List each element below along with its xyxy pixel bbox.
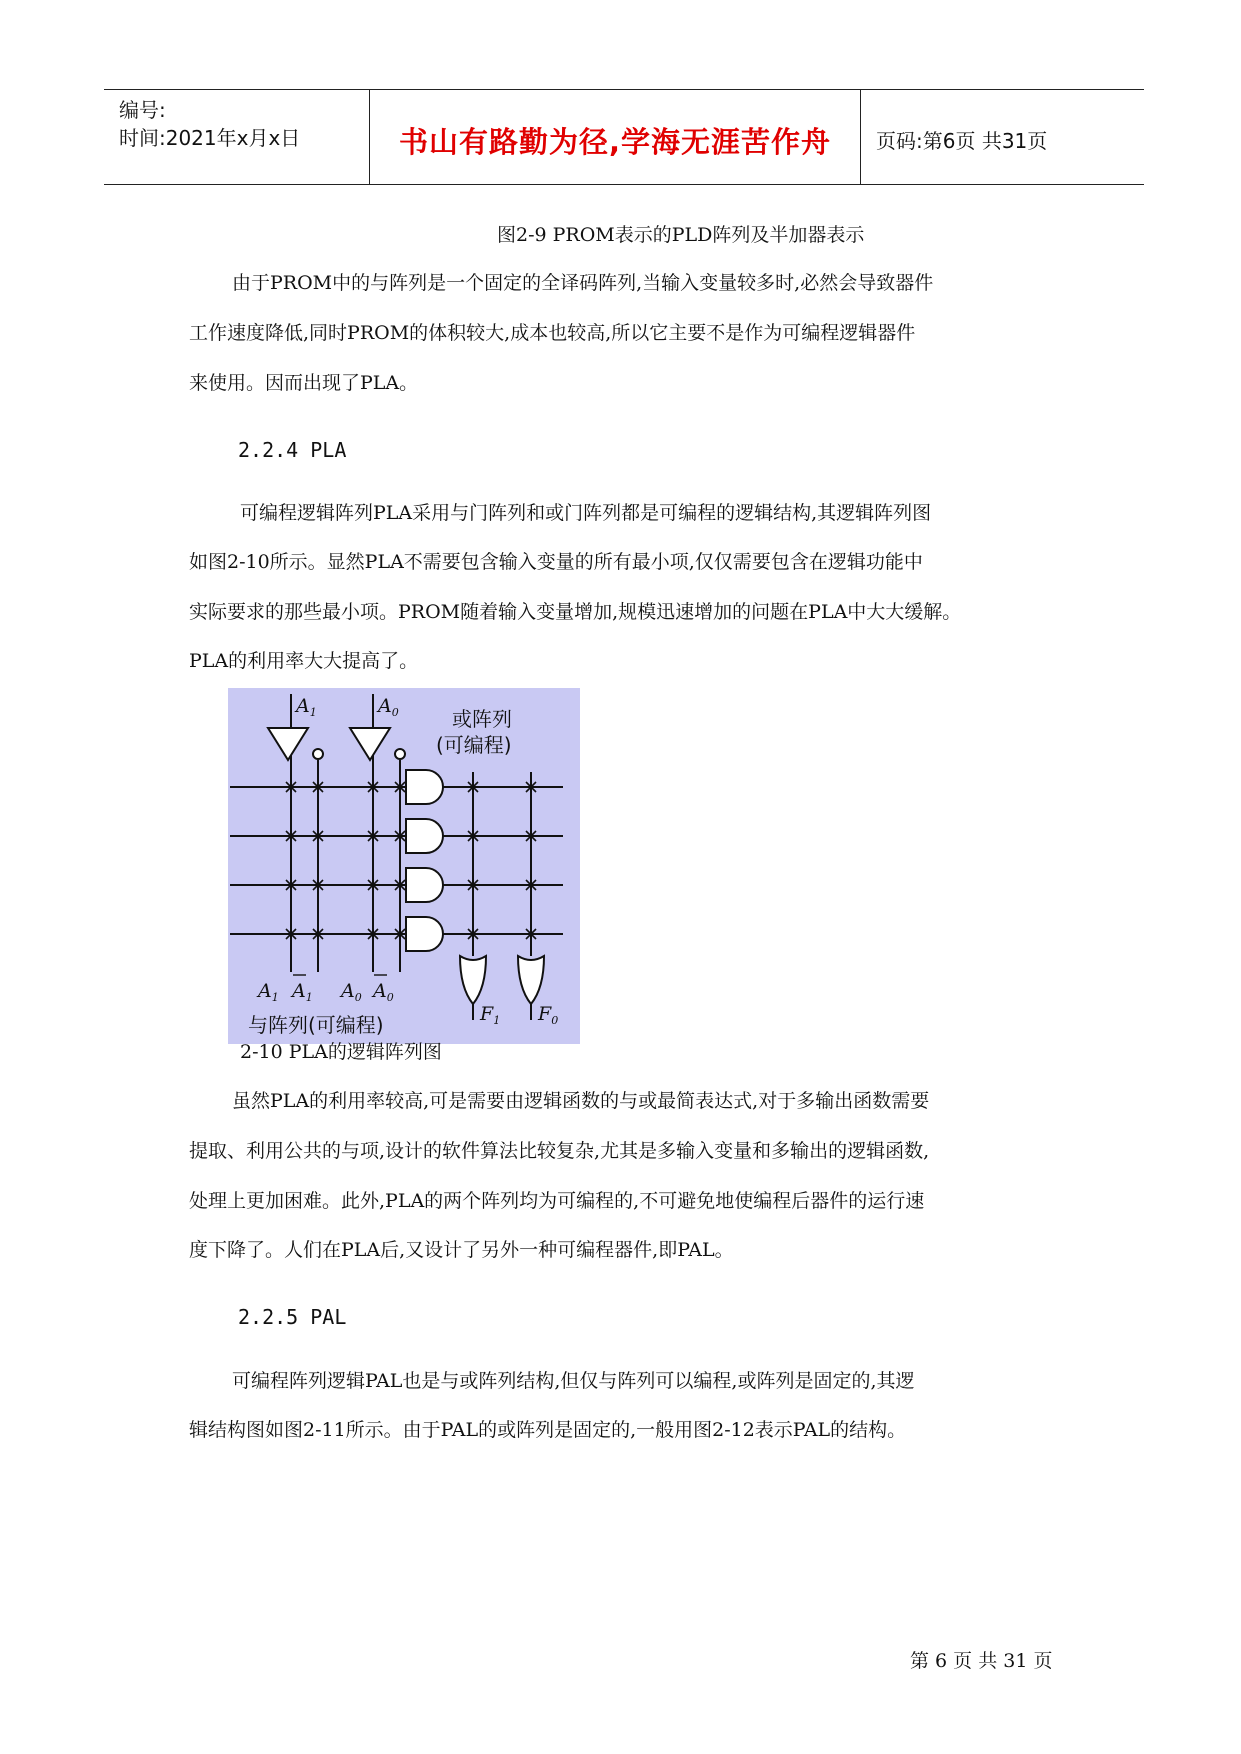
paragraph-line: 虽然PLA的利用率较高,可是需要由逻辑函数的与或最简表达式,对于多输出函数需要	[232, 1090, 930, 1112]
svg-text:A0: $A_0$	[341, 980, 362, 1004]
pla-diagram	[228, 688, 580, 1044]
inverter-a0	[350, 728, 390, 760]
input-label-a0: A	[378, 695, 392, 717]
or-array-label: 或阵列	[452, 707, 512, 731]
svg-text:A0: $A_0$	[373, 980, 394, 1004]
header-page-cell	[861, 90, 1144, 184]
paragraph-line: 处理上更加困难。此外,PLA的两个阵列均为可编程的,不可避免地使编程后器件的运行速	[189, 1190, 925, 1212]
bottom-label-a1: A	[258, 980, 272, 1002]
section-heading-pla: 2.2.4 PLA	[238, 438, 347, 462]
input-label-a1: A	[296, 695, 310, 717]
paragraph-line: 提取、利用公共的与项,设计的软件算法比较复杂,尤其是多输入变量和多输出的逻辑函数,	[189, 1140, 930, 1162]
svg-text:A1: $A_1$	[292, 980, 313, 1004]
bottom-label-a0-not: A	[373, 980, 387, 1002]
paragraph-line: 辑结构图如图2-11所示。由于PAL的或阵列是固定的,一般用图2-12表示PAL的结构。	[189, 1419, 907, 1441]
header-motto-cell	[370, 90, 861, 184]
and-gate	[406, 770, 443, 804]
paragraph-line: 度下降了。人们在PLA后,又设计了另外一种可编程器件,即PAL。	[189, 1239, 734, 1261]
svg-text:F1: $F_1$	[480, 1003, 501, 1027]
inverter-a1	[268, 728, 308, 760]
header-motto: 书山有路勤为径,学海无涯苦作舟	[398, 125, 832, 159]
bottom-label-a0: A	[341, 980, 355, 1002]
section-heading-pal: 2.2.5 PAL	[238, 1305, 347, 1329]
or-array-programmable-label: (可编程)	[436, 733, 512, 757]
paragraph-line: PLA的利用率大大提高了。	[189, 650, 419, 672]
paragraph-line: 可编程阵列逻辑PAL也是与或阵列结构,但仅与阵列可以编程,或阵列是固定的,其逻	[232, 1370, 915, 1392]
header-meta-cell	[104, 90, 370, 184]
bottom-label-a1-not: A	[292, 980, 306, 1002]
svg-text:A1: $A_1$	[296, 695, 317, 719]
svg-text:A1: $A_1$	[258, 980, 279, 1004]
paragraph-line: 实际要求的那些最小项。PROM随着输入变量增加,规模迅速增加的问题在PLA中大大缓解。	[189, 601, 962, 623]
or-gate-f0	[518, 956, 544, 1004]
document-time-label: 时间:2021年x月x日	[119, 126, 301, 150]
paragraph-line: 可编程逻辑阵列PLA采用与门阵列和或门阵列都是可编程的逻辑结构,其逻辑阵列图	[240, 502, 932, 524]
paragraph-line: 如图2-10所示。显然PLA不需要包含输入变量的所有最小项,仅仅需要包含在逻辑功能中	[189, 551, 923, 573]
inverter-bubble	[313, 749, 323, 759]
pla-logic-array-figure	[228, 688, 580, 1044]
paragraph-line: 由于PROM中的与阵列是一个固定的全译码阵列,当输入变量较多时,必然会导致器件	[232, 272, 934, 294]
and-gate	[406, 868, 443, 902]
inverter-bubble	[395, 749, 405, 759]
and-gate	[406, 917, 443, 951]
figure-2-9-caption: 图2-9 PROM表示的PLD阵列及半加器表示	[497, 224, 865, 246]
output-label-f0: F	[538, 1003, 552, 1025]
page-footer: 第 6 页 共 31 页	[910, 1650, 1053, 1672]
or-gate-f1	[460, 956, 486, 1004]
programmable-connections	[286, 782, 536, 939]
output-label-f1: F	[480, 1003, 494, 1025]
and-gate	[406, 819, 443, 853]
svg-text:A0: $A_0$	[378, 695, 399, 719]
paragraph-line: 来使用。因而出现了PLA。	[189, 372, 419, 394]
page-header	[104, 89, 1144, 185]
figure-2-10-caption: 2-10 PLA的逻辑阵列图	[240, 1041, 442, 1063]
svg-text:F0: $F_0$	[538, 1003, 559, 1027]
document-number-label: 编号:	[119, 98, 166, 122]
header-page-label: 页码:第6页 共31页	[876, 129, 1048, 153]
paragraph-line: 工作速度降低,同时PROM的体积较大,成本也较高,所以它主要不是作为可编程逻辑器件	[189, 322, 916, 344]
and-array-label: 与阵列(可编程)	[248, 1013, 384, 1037]
